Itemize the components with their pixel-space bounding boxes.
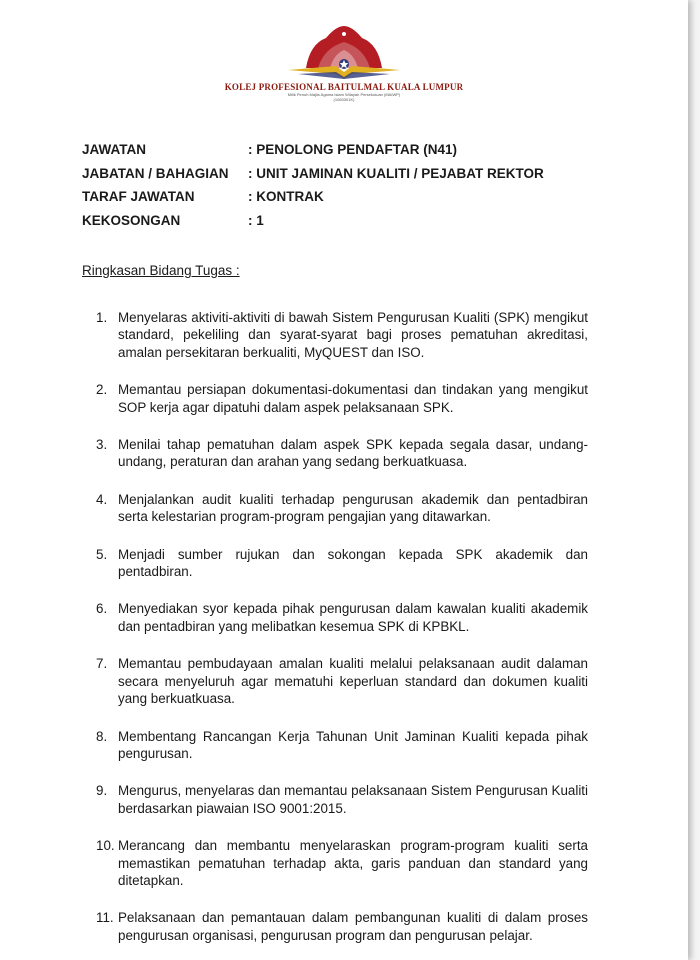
- list-item-text: Mengurus, menyelaras dan memantau pelaksanaan Sistem Pengurusan Kualiti berdasarkan piawaian ISO 9001:2015.: [118, 783, 588, 816]
- field-label: TARAF JAWATAN: [82, 189, 195, 204]
- list-item-number: 6.: [96, 601, 108, 617]
- college-subtitle: Milik Penuh Majlis Agama Islam Wilayah Persekutuan (MAIWP): [287, 92, 401, 97]
- list-item: [96, 600, 588, 635]
- section-title: Ringkasan Bidang Tugas :: [82, 263, 240, 278]
- list-item: [96, 309, 588, 361]
- list-item-text: Pelaksanaan dan pemantauan dalam pembangunan kualiti di dalam proses pengurusan organisasi, pengurusan program dan pengurusan pelajar.: [118, 910, 588, 943]
- list-item-number: 10.: [96, 838, 115, 854]
- list-item-number: 7.: [96, 656, 108, 672]
- list-item-text: Menilai tahap pematuhan dalam aspek SPK kepada segala dasar, undang-undang, peraturan dan arahan yang sedang berkuatkuasa.: [118, 437, 588, 470]
- field-label: JAWATAN: [82, 142, 146, 157]
- list-item-text: Menjadi sumber rujukan dan sokongan kepada SPK akademik dan pentadbiran.: [118, 546, 588, 580]
- list-item-number: 1.: [96, 310, 108, 325]
- list-item: [96, 546, 588, 581]
- list-item: [96, 728, 588, 763]
- list-item-number: 11.: [96, 910, 114, 926]
- field-value: : PENOLONG PENDAFTAR (N41): [248, 142, 458, 157]
- list-item-text: Menyediakan syor kepada pihak pengurusan dalam kawalan kualiti akademik dan pentadbiran yang melibatkan kesemua SPK di KPBKL.: [118, 601, 588, 634]
- field-value: : KONTRAK: [248, 189, 324, 204]
- list-item: [96, 491, 588, 526]
- field-value: : 1: [248, 212, 264, 228]
- list-item-text: Menjalankan audit kualiti terhadap pengurusan akademik dan pentadbiran serta kelestarian program-program pengajian yang ditawarkan.: [118, 491, 588, 525]
- list-item-number: 2.: [96, 382, 108, 398]
- list-item: [96, 837, 588, 889]
- college-name: KOLEJ PROFESIONAL BAITULMAL KUALA LUMPUR: [224, 82, 464, 92]
- field-value: : UNIT JAMINAN KUALITI / PEJABAT REKTOR: [248, 165, 544, 181]
- field-label: JABATAN / BAHAGIAN: [82, 165, 229, 181]
- list-item: [96, 909, 588, 944]
- list-item-number: 4.: [96, 491, 108, 507]
- list-item-text: Merancang dan membantu menyelaraskan program-program kualiti serta memastikan pematuhan terhadap akta, garis panduan dan standard yang ditetapkan.: [118, 838, 588, 888]
- list-item: [96, 655, 588, 707]
- list-item-number: 3.: [96, 437, 108, 453]
- field-label: KEKOSONGAN: [82, 212, 181, 228]
- list-item-number: 9.: [96, 783, 108, 799]
- letterhead: [0, 24, 688, 102]
- list-item-text: Membentang Rancangan Kerja Tahunan Unit Jaminan Kualiti kepada pihak pengurusan.: [118, 728, 588, 761]
- college-logo-icon: [284, 24, 404, 80]
- list-item-text: Menyelaras aktiviti-aktiviti di bawah Sistem Pengurusan Kualiti (SPK) mengikut standard, pekeliling dan syarat-syarat bagi proses pematuhan akreditasi, amalan persekitaran berkualiti, MyQUEST dan ISO.: [118, 310, 588, 360]
- college-registration: (1063301K): [333, 97, 355, 102]
- list-item: [96, 381, 588, 416]
- list-item-number: 8.: [96, 728, 108, 744]
- duties-list: [96, 309, 588, 944]
- list-item-text: Memantau pembudayaan amalan kualiti melalui pelaksanaan audit dalaman secara menyeluruh agar mematuhi keperluan standard dan dokumen kualiti yang berkuatkuasa.: [118, 656, 588, 707]
- list-item: [96, 436, 588, 471]
- list-item-number: 5.: [96, 546, 108, 562]
- list-item-text: Memantau persiapan dokumentasi-dokumentasi dan tindakan yang mengikut SOP kerja agar dipatuhi dalam aspek pelaksanaan SPK.: [118, 382, 588, 415]
- list-item: [96, 782, 588, 817]
